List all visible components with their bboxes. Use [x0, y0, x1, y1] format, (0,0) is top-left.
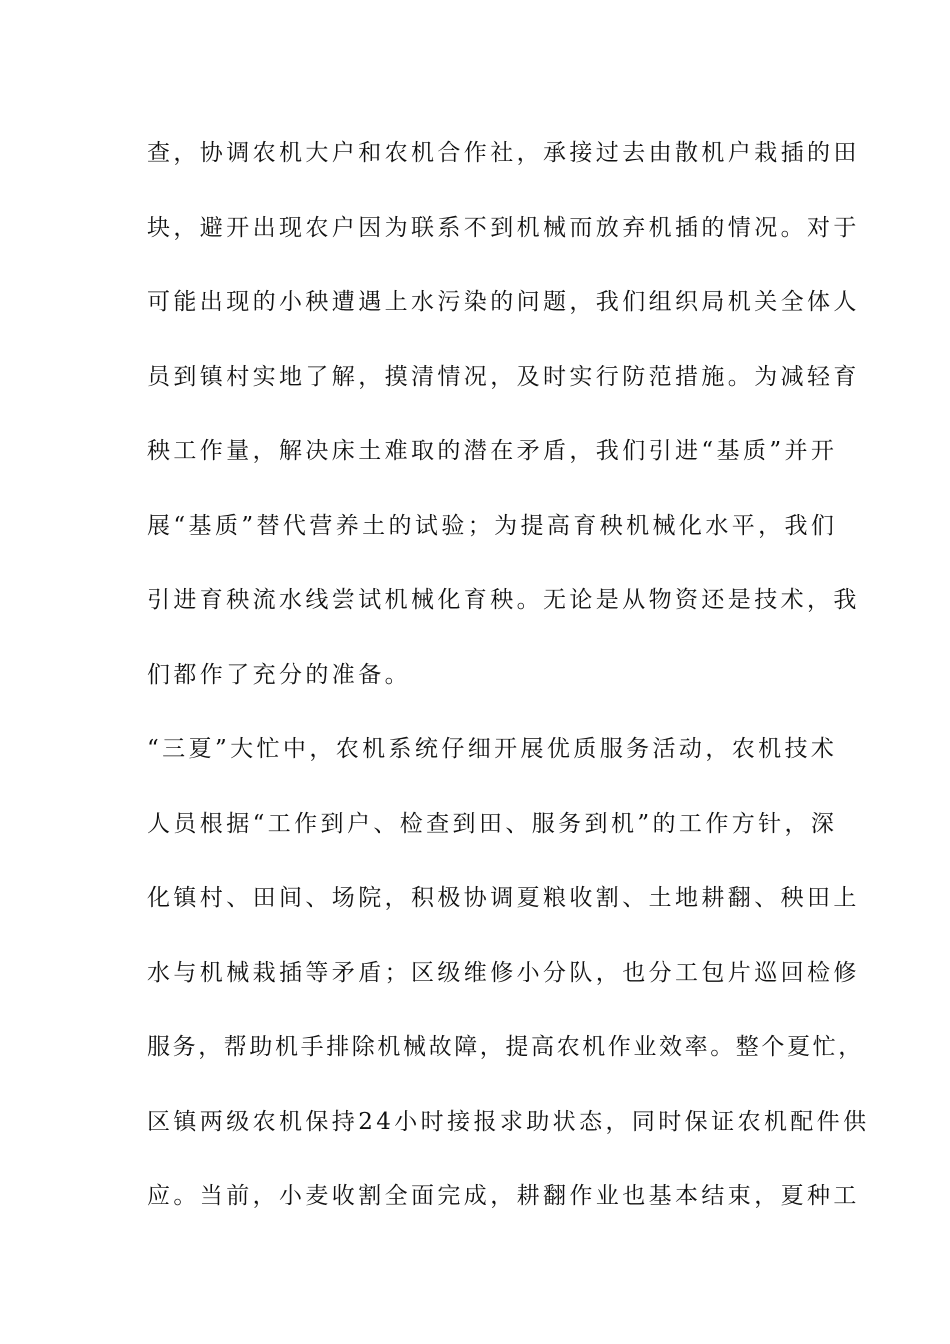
text-line-4: 员到镇村实地了解，摸清情况，及时实行防范措施。为减轻育: [147, 363, 860, 390]
text-line-13: 服务，帮助机手排除机械故障，提高农机作业效率。整个夏忙，: [147, 1034, 864, 1060]
text-line-11: 化镇村、田间、场院，积极协调夏粮收割、土地耕翻、秧田上: [147, 885, 860, 911]
text-line-12: 水与机械栽插等矛盾；区级维修小分队，也分工包片巡回检修: [147, 959, 860, 986]
text-line-15: 应。当前，小麦收割全面完成，耕翻作业也基本结束，夏种工: [147, 1183, 860, 1209]
body-text: [147, 128, 870, 1246]
text-line-10: 人员根据“工作到户、检查到田、服务到机”的工作方针，深: [147, 810, 838, 837]
text-line-2: 块，避开出现农户因为联系不到机械而放弃机插的情况。对于: [147, 214, 860, 241]
text-line-9: “三夏”大忙中，农机系统仔细开展优质服务活动，农机技术: [147, 736, 838, 762]
text-line-3: 可能出现的小秧遭遇上水污染的问题，我们组织局机关全体人: [147, 289, 860, 315]
text-line-6: 展“基质”替代营养土的试验；为提高育秧机械化水平，我们: [147, 512, 838, 539]
text-line-8: 们都作了充分的准备。: [147, 661, 411, 688]
text-line-5: 秧工作量，解决床土难取的潜在矛盾，我们引进“基质”并开: [147, 438, 838, 464]
text-line-1: 查，协调农机大户和农机合作社，承接过去由散机户栽插的田: [147, 140, 860, 166]
text-line-14: 区镇两级农机保持24小时接报求助状态，同时保证农机配件供: [147, 1108, 870, 1135]
text-line-7: 引进育秧流水线尝试机械化育秧。无论是从物资还是技术，我: [147, 587, 860, 613]
